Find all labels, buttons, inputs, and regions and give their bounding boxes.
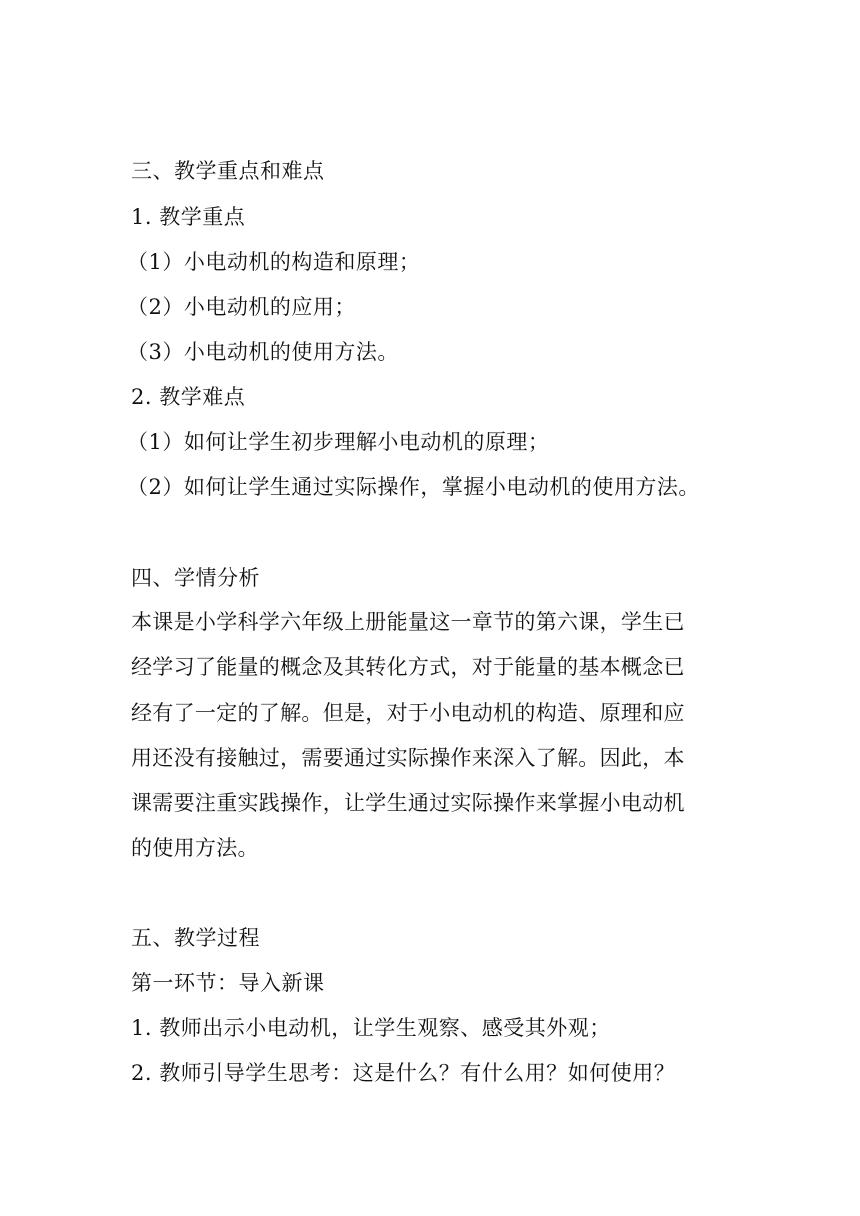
analysis-line: 经学习了能量的概念及其转化方式，对于能量的基本概念已 <box>131 655 685 679</box>
stage1-title: 第一环节：导入新课 <box>131 971 325 995</box>
key-point-item: （2）小电动机的应用； <box>127 295 356 319</box>
analysis-line: 经有了一定的了解。但是，对于小电动机的构造、原理和应 <box>131 701 685 725</box>
key-point-item: （1）小电动机的构造和原理； <box>127 250 421 274</box>
section3-heading: 三、教学重点和难点 <box>131 159 325 183</box>
key-point-item: （3）小电动机的使用方法。 <box>127 340 399 364</box>
analysis-line: 用还没有接触过，需要通过实际操作来深入了解。因此，本 <box>131 746 685 770</box>
analysis-line: 课需要注重实践操作，让学生通过实际操作来掌握小电动机 <box>131 791 685 815</box>
difficulties-title: 2. 教学难点 <box>131 385 246 409</box>
section5-heading: 五、教学过程 <box>131 926 260 950</box>
stage1-item: 1. 教师出示小电动机，让学生观察、感受其外观； <box>131 1016 611 1040</box>
section4-heading: 四、学情分析 <box>131 566 260 590</box>
analysis-line: 的使用方法。 <box>131 836 259 860</box>
analysis-line: 本课是小学科学六年级上册能量这一章节的第六课，学生已 <box>131 610 685 634</box>
difficulty-item: （2）如何让学生通过实际操作，掌握小电动机的使用方法。 <box>127 475 700 499</box>
difficulty-item: （1）如何让学生初步理解小电动机的原理； <box>127 430 550 454</box>
key-points-title: 1. 教学重点 <box>131 205 246 229</box>
stage1-item: 2. 教师引导学生思考：这是什么？有什么用？如何使用？ <box>131 1061 676 1085</box>
